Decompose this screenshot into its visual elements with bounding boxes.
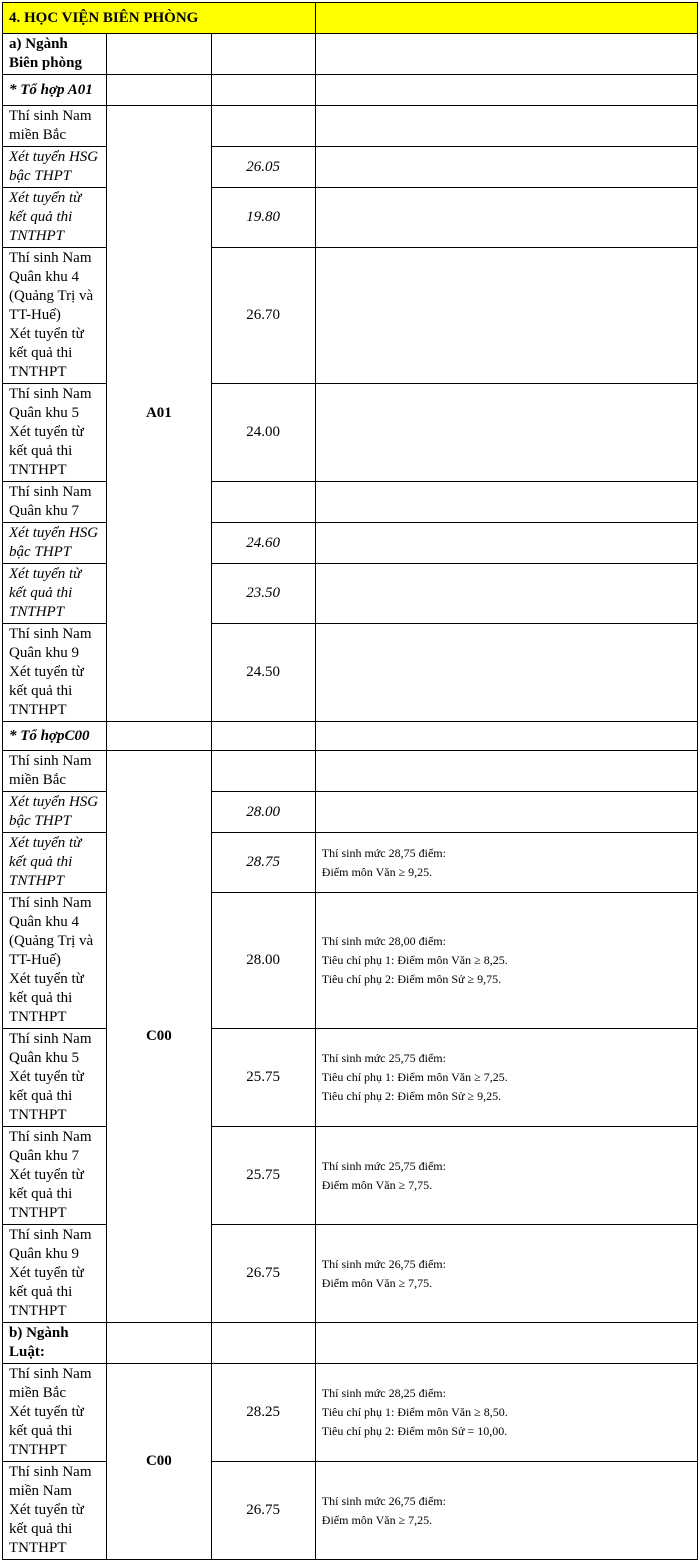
combination-code-luat: C00 <box>107 1364 211 1560</box>
row-note <box>315 523 697 564</box>
text-line: Xét tuyển từ kết quả thi TNTHPT <box>9 190 82 244</box>
row-score: 26.70 <box>211 248 315 384</box>
row-label <box>3 833 107 893</box>
row-score <box>211 751 315 792</box>
text-line: Thí sinh mức 28,25 điểm: <box>321 1386 446 1400</box>
text-line: Thí sinh Nam Quân khu 7 <box>9 1129 92 1164</box>
text-line: Xét tuyển từ kết quả thi <box>9 1167 84 1202</box>
row-score: 24.60 <box>211 523 315 564</box>
row-note <box>315 188 697 248</box>
text-line: Thí sinh mức 26,75 điểm: <box>321 1256 446 1271</box>
text-line: Xét tuyển từ kết quả thi <box>9 1069 84 1104</box>
row-label <box>3 1364 107 1462</box>
text-line: Thí sinh mức 26,75 điểm: <box>321 1493 446 1508</box>
group-heading-row <box>3 75 698 106</box>
empty-cell <box>211 722 315 751</box>
row-score: 24.00 <box>211 384 315 482</box>
row-label <box>3 106 107 147</box>
row-note <box>315 384 697 482</box>
row-label <box>3 624 107 722</box>
section-heading-luat: b) Ngành Luật: <box>3 1323 107 1364</box>
text-line: Thí sinh Nam Quân khu 4 <box>9 895 92 930</box>
row-note <box>315 147 697 188</box>
text-line: Xét tuyển từ kết quả thi <box>9 971 84 1006</box>
row-score: 25.75 <box>211 1029 315 1127</box>
text-line: Tiêu chí phụ 2: Điểm môn Sử = 10,00. <box>321 1424 508 1438</box>
row-score: 23.50 <box>211 564 315 624</box>
text-line: Thí sinh Nam miền Nam <box>9 1464 92 1499</box>
text-line: TNTHPT <box>9 702 67 718</box>
row-score <box>211 482 315 523</box>
text-line: Xét tuyển từ kết quả thi <box>9 1265 84 1300</box>
row-label <box>3 792 107 833</box>
table-row <box>3 106 698 147</box>
row-label <box>3 482 107 523</box>
table-title-row <box>3 3 698 34</box>
group-heading-c00: * Tổ hợpC00 <box>3 722 107 751</box>
text-line: Thí sinh mức 28,75 điểm: <box>321 845 446 860</box>
text-line: Tiêu chí phụ 1: Điểm môn Văn ≥ 7,25. <box>321 1070 508 1084</box>
text-line: Điểm môn Văn ≥ 9,25. <box>321 864 433 879</box>
text-line: Thí sinh mức 25,75 điểm: <box>321 1051 446 1065</box>
text-line: TNTHPT <box>9 1205 67 1221</box>
text-line: Thí sinh Nam Quân khu 9 <box>9 626 92 661</box>
row-label <box>3 1029 107 1127</box>
text-line: Xét tuyển từ kết quả thi TNTHPT <box>9 566 82 620</box>
text-line: TNTHPT <box>9 1303 67 1319</box>
text-line: Xét tuyển từ kết quả thi <box>9 1404 84 1439</box>
empty-cell <box>107 1323 211 1364</box>
section-heading-bien-phong: a) Ngành Biên phòng <box>3 34 107 75</box>
text-line: TNTHPT <box>9 364 67 380</box>
row-label <box>3 751 107 792</box>
row-score: 25.75 <box>211 1127 315 1225</box>
institution-title: 4. HỌC VIỆN BIÊN PHÒNG <box>3 3 316 34</box>
text-line: Thí sinh mức 25,75 điểm: <box>321 1158 446 1173</box>
empty-cell <box>211 34 315 75</box>
text-line: Xét tuyển từ kết quả thi TNTHPT <box>9 835 82 889</box>
text-line: Tiêu chí phụ 1: Điểm môn Văn ≥ 8,50. <box>321 1405 508 1419</box>
group-heading-a01: * Tổ hợp A01 <box>3 75 107 106</box>
row-score <box>211 106 315 147</box>
text-line: TNTHPT <box>9 1107 67 1123</box>
row-score: 28.00 <box>211 893 315 1029</box>
row-note <box>315 1364 697 1462</box>
text-line: Điểm môn Văn ≥ 7,75. <box>321 1177 433 1192</box>
combination-code-a01: A01 <box>107 106 211 722</box>
row-label <box>3 1462 107 1560</box>
text-line: (Quảng Trị và TT-Huế) <box>9 933 94 968</box>
admission-score-table <box>2 2 698 1560</box>
row-score: 28.00 <box>211 792 315 833</box>
text-line: Thí sinh Nam Quân khu 9 <box>9 1227 92 1262</box>
empty-cell <box>211 75 315 106</box>
text-line: TNTHPT <box>9 1442 67 1458</box>
text-line: Tiêu chí phụ 1: Điểm môn Văn ≥ 8,25. <box>321 953 508 967</box>
row-note <box>315 482 697 523</box>
text-line: Xét tuyển từ kết quả thi <box>9 424 84 459</box>
text-line: Thí sinh mức 28,00 điểm: <box>321 934 446 948</box>
text-line: Xét tuyển từ kết quả thi <box>9 664 84 699</box>
title-empty-cell <box>315 3 697 34</box>
row-label <box>3 248 107 384</box>
text-line: (Quảng Trị và TT-Huế) <box>9 288 94 323</box>
text-line: Điểm môn Văn ≥ 7,75. <box>321 1275 433 1290</box>
empty-cell <box>107 34 211 75</box>
text-line: Tiêu chí phụ 2: Điểm môn Sử ≥ 9,25. <box>321 1089 502 1103</box>
text-line: Xét tuyển HSG bậc THPT <box>9 149 99 184</box>
text-line: Thí sinh Nam Quân khu 5 <box>9 1031 92 1066</box>
text-line: Thí sinh Nam miền Bắc <box>9 1366 92 1401</box>
row-label <box>3 147 107 188</box>
text-line: Thí sinh Nam miền Bắc <box>9 753 92 788</box>
text-line: Điểm môn Văn ≥ 7,25. <box>321 1512 433 1527</box>
row-label <box>3 1127 107 1225</box>
row-note <box>315 248 697 384</box>
text-line: Thí sinh Nam Quân khu 4 <box>9 250 92 285</box>
row-label <box>3 1225 107 1323</box>
row-note <box>315 1225 697 1323</box>
empty-cell <box>315 75 697 106</box>
row-score: 26.75 <box>211 1462 315 1560</box>
text-line: Thí sinh Nam Quân khu 5 <box>9 386 92 421</box>
empty-cell <box>315 1323 697 1364</box>
section-heading-row <box>3 34 698 75</box>
row-score: 28.75 <box>211 833 315 893</box>
row-note <box>315 1127 697 1225</box>
group-heading-row <box>3 722 698 751</box>
text-line: Xét tuyển từ kết quả thi <box>9 1502 84 1537</box>
text-line: TNTHPT <box>9 1540 67 1556</box>
text-line: TNTHPT <box>9 1009 67 1025</box>
row-label <box>3 384 107 482</box>
row-label <box>3 523 107 564</box>
row-note <box>315 893 697 1029</box>
row-note <box>315 792 697 833</box>
row-note <box>315 106 697 147</box>
section-heading-row <box>3 1323 698 1364</box>
empty-cell <box>107 722 211 751</box>
row-label <box>3 564 107 624</box>
text-line: Thí sinh Nam miền Bắc <box>9 108 92 143</box>
empty-cell <box>315 34 697 75</box>
empty-cell <box>107 75 211 106</box>
text-line: Tiêu chí phụ 2: Điểm môn Sử ≥ 9,75. <box>321 972 502 986</box>
row-label <box>3 188 107 248</box>
empty-cell <box>315 722 697 751</box>
row-score: 28.25 <box>211 1364 315 1462</box>
table-row <box>3 1364 698 1462</box>
row-label <box>3 893 107 1029</box>
row-note <box>315 1029 697 1127</box>
row-note <box>315 833 697 893</box>
row-note <box>315 624 697 722</box>
row-note <box>315 751 697 792</box>
combination-code-c00: C00 <box>107 751 211 1323</box>
row-score: 26.05 <box>211 147 315 188</box>
text-line: TNTHPT <box>9 462 67 478</box>
row-score: 26.75 <box>211 1225 315 1323</box>
text-line: Xét tuyển HSG bậc THPT <box>9 794 99 829</box>
row-note <box>315 564 697 624</box>
text-line: Thí sinh Nam Quân khu 7 <box>9 484 92 519</box>
row-score: 24.50 <box>211 624 315 722</box>
row-note <box>315 1462 697 1560</box>
empty-cell <box>211 1323 315 1364</box>
row-score: 19.80 <box>211 188 315 248</box>
text-line: Xét tuyển từ kết quả thi <box>9 326 84 361</box>
text-line: Xét tuyển HSG bậc THPT <box>9 525 99 560</box>
table-row <box>3 751 698 792</box>
